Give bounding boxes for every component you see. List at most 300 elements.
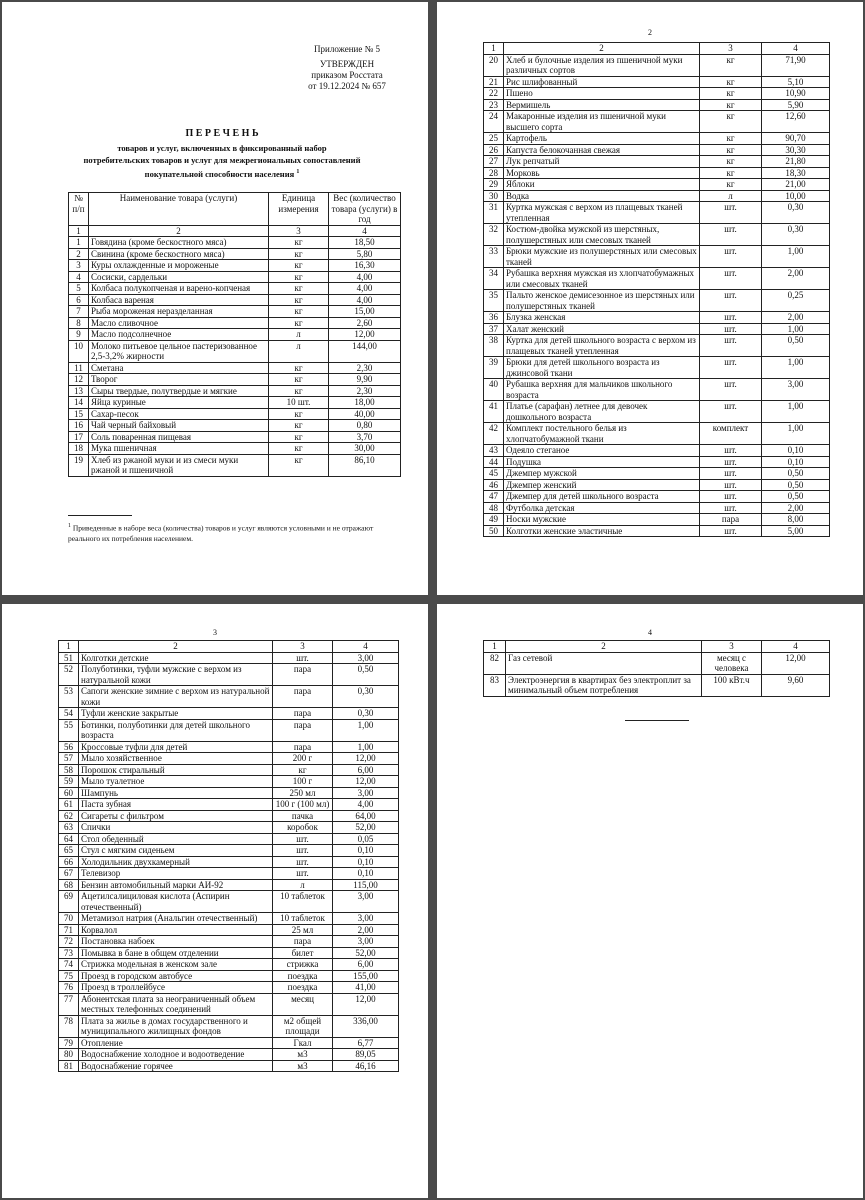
item-weight: 41,00 (333, 982, 399, 994)
table-row (59, 776, 399, 788)
row-number: 33 (484, 246, 504, 268)
table-row (59, 810, 399, 822)
row-number: 72 (59, 936, 79, 948)
item-unit: л (269, 329, 329, 341)
row-number: 10 (69, 340, 89, 362)
item-unit: кг (269, 237, 329, 249)
item-weight: 6,00 (333, 764, 399, 776)
table-row (69, 306, 401, 318)
table-row (69, 248, 401, 260)
item-unit: месяц с человека (702, 652, 762, 674)
item-unit: кг (269, 443, 329, 455)
table-row (59, 708, 399, 720)
row-number: 68 (59, 879, 79, 891)
item-unit: кг (269, 420, 329, 432)
item-name: Свинина (кроме бескостного мяса) (89, 248, 269, 260)
table-row (69, 420, 401, 432)
item-unit: л (269, 340, 329, 362)
column-number: 4 (762, 43, 830, 55)
item-weight: 5,00 (762, 525, 830, 537)
item-name: Бензин автомобильный марки АИ-92 (79, 879, 273, 891)
item-unit: шт. (700, 224, 762, 246)
row-number: 65 (59, 845, 79, 857)
item-unit: шт. (700, 357, 762, 379)
table-row (59, 868, 399, 880)
item-unit: билет (273, 947, 333, 959)
page-number: 3 (213, 628, 217, 637)
item-weight: 1,00 (333, 741, 399, 753)
item-unit: шт. (273, 845, 333, 857)
item-unit: 100 г (100 мл) (273, 799, 333, 811)
item-weight: 18,30 (762, 167, 830, 179)
item-weight: 30,30 (762, 144, 830, 156)
item-unit: кг (269, 385, 329, 397)
item-name: Плата за жилье в домах государственного и муниципального жилищных фондов (79, 1015, 273, 1037)
item-unit: шт. (700, 290, 762, 312)
item-weight: 1,00 (762, 423, 830, 445)
item-name: Сосиски, сардельки (89, 271, 269, 283)
item-weight: 0,50 (333, 664, 399, 686)
row-number: 77 (59, 993, 79, 1015)
table-row (69, 454, 401, 476)
item-unit: пара (273, 686, 333, 708)
item-unit: 10 таблеток (273, 891, 333, 913)
table-row (69, 271, 401, 283)
row-number: 7 (69, 306, 89, 318)
item-name: Носки мужские (504, 514, 700, 526)
item-unit: пара (700, 514, 762, 526)
item-weight: 0,25 (762, 290, 830, 312)
column-number: 2 (506, 641, 702, 653)
table-row (59, 652, 399, 664)
item-weight: 0,10 (333, 868, 399, 880)
item-weight: 3,70 (329, 431, 401, 443)
column-number: 3 (702, 641, 762, 653)
table-row (59, 1037, 399, 1049)
subtitle-line-2: потребительских товаров и услуг для межрегиональных сопоставлений (83, 155, 361, 165)
table-row (484, 268, 830, 290)
item-unit: шт. (700, 479, 762, 491)
table-row (484, 312, 830, 324)
item-unit: кг (269, 260, 329, 272)
item-name: Мука пшеничная (89, 443, 269, 455)
item-name: Брюки для детей школьного возраста из джинсовой ткани (504, 357, 700, 379)
row-number: 17 (69, 431, 89, 443)
item-unit: пара (273, 708, 333, 720)
row-number: 38 (484, 335, 504, 357)
item-unit: шт. (700, 246, 762, 268)
item-unit: комплект (700, 423, 762, 445)
item-weight: 10,00 (762, 190, 830, 202)
table-row (484, 144, 830, 156)
row-number: 12 (69, 374, 89, 386)
item-name: Подушка (504, 456, 700, 468)
row-number: 9 (69, 329, 89, 341)
item-unit: 100 г (273, 776, 333, 788)
table-row (484, 76, 830, 88)
table-row (59, 879, 399, 891)
item-name: Мыло туалетное (79, 776, 273, 788)
row-number: 69 (59, 891, 79, 913)
item-name: Масло подсолнечное (89, 329, 269, 341)
table-row (59, 787, 399, 799)
table-row (59, 970, 399, 982)
item-unit: шт. (700, 502, 762, 514)
item-unit: поездка (273, 982, 333, 994)
item-unit: шт. (700, 401, 762, 423)
table-row (59, 741, 399, 753)
item-unit: кг (700, 54, 762, 76)
item-unit: шт. (700, 491, 762, 503)
item-unit: кг (269, 374, 329, 386)
item-weight: 89,05 (333, 1049, 399, 1061)
item-name: Лук репчатый (504, 156, 700, 168)
table-row (69, 283, 401, 295)
row-number: 29 (484, 179, 504, 191)
row-number: 25 (484, 133, 504, 145)
row-number: 36 (484, 312, 504, 324)
document-page-1 (2, 2, 428, 595)
table-row (59, 924, 399, 936)
item-unit: поездка (273, 970, 333, 982)
item-unit: коробок (273, 822, 333, 834)
row-number: 15 (69, 408, 89, 420)
row-number: 22 (484, 88, 504, 100)
header-name: Наименование товара (услуги) (89, 193, 269, 226)
goods-table (68, 192, 401, 477)
item-unit: 100 кВт.ч (702, 674, 762, 696)
table-row (59, 822, 399, 834)
item-unit: м2 общей площади (273, 1015, 333, 1037)
row-number: 21 (484, 76, 504, 88)
row-number: 20 (484, 54, 504, 76)
item-name: Куртка мужская с верхом из плащевых тканей утепленная (504, 202, 700, 224)
item-weight: 1,00 (762, 246, 830, 268)
item-unit: шт. (273, 652, 333, 664)
item-weight: 3,00 (333, 891, 399, 913)
item-name: Платье (сарафан) летнее для девочек дошкольного возраста (504, 401, 700, 423)
item-unit: кг (269, 408, 329, 420)
item-name: Футболка детская (504, 502, 700, 514)
row-number: 74 (59, 959, 79, 971)
item-name: Чай черный байховый (89, 420, 269, 432)
item-name: Костюм-двойка мужской из шерстяных, полушерстяных или смесовых тканей (504, 224, 700, 246)
item-name: Рыба мороженая неразделанная (89, 306, 269, 318)
table-row (59, 753, 399, 765)
item-unit: пара (273, 936, 333, 948)
table-header-row (69, 193, 401, 226)
item-name: Вермишель (504, 99, 700, 111)
order-date: от 19.12.2024 № 657 (308, 81, 386, 91)
table-row (484, 423, 830, 445)
table-row (69, 260, 401, 272)
table-row (484, 179, 830, 191)
item-name: Стул с мягким сиденьем (79, 845, 273, 857)
table-row (59, 947, 399, 959)
row-number: 60 (59, 787, 79, 799)
item-name: Рубашка верхняя для мальчиков школьного возраста (504, 379, 700, 401)
item-weight: 21,80 (762, 156, 830, 168)
item-weight: 6,00 (333, 959, 399, 971)
item-weight: 10,90 (762, 88, 830, 100)
table-row (484, 502, 830, 514)
table-row (484, 99, 830, 111)
item-name: Сапоги женские зимние с верхом из натуральной кожи (79, 686, 273, 708)
item-name: Пшено (504, 88, 700, 100)
item-weight: 1,00 (333, 719, 399, 741)
row-number: 64 (59, 833, 79, 845)
table-row (69, 329, 401, 341)
item-weight: 0,10 (762, 456, 830, 468)
item-weight: 9,90 (329, 374, 401, 386)
item-name: Отопление (79, 1037, 273, 1049)
end-divider (625, 720, 689, 721)
item-unit: шт. (700, 525, 762, 537)
row-number: 42 (484, 423, 504, 445)
item-weight: 336,00 (333, 1015, 399, 1037)
item-name: Говядина (кроме бескостного мяса) (89, 237, 269, 249)
item-weight: 3,00 (333, 652, 399, 664)
item-unit: шт. (700, 456, 762, 468)
item-unit: шт. (700, 268, 762, 290)
item-name: Газ сетевой (506, 652, 702, 674)
item-unit: шт. (700, 202, 762, 224)
order-label: приказом Росстата (311, 70, 383, 80)
table-row (59, 764, 399, 776)
item-name: Телевизор (79, 868, 273, 880)
table-row (59, 913, 399, 925)
row-number: 37 (484, 323, 504, 335)
item-name: Абонентская плата за неограниченный объем местных телефонных соединений (79, 993, 273, 1015)
row-number: 34 (484, 268, 504, 290)
item-weight: 12,00 (333, 993, 399, 1015)
item-weight: 52,00 (333, 822, 399, 834)
table-row (59, 982, 399, 994)
item-name: Одеяло стеганое (504, 445, 700, 457)
table-row (59, 664, 399, 686)
table-row (69, 362, 401, 374)
item-unit: кг (700, 133, 762, 145)
item-unit: 25 мл (273, 924, 333, 936)
row-number: 32 (484, 224, 504, 246)
item-weight: 0,50 (762, 479, 830, 491)
item-unit: л (273, 879, 333, 891)
column-number: 1 (484, 641, 506, 653)
item-name: Халат женский (504, 323, 700, 335)
item-name: Яблоки (504, 179, 700, 191)
item-weight: 0,30 (762, 224, 830, 246)
row-number: 67 (59, 868, 79, 880)
item-name: Водоснабжение холодное и водоотведение (79, 1049, 273, 1061)
item-unit: 10 таблеток (273, 913, 333, 925)
item-weight: 5,90 (762, 99, 830, 111)
item-unit: кг (269, 431, 329, 443)
header-unit: Единица измерения (269, 193, 329, 226)
row-number: 5 (69, 283, 89, 295)
item-weight: 64,00 (333, 810, 399, 822)
item-unit: кг (273, 764, 333, 776)
item-name: Колбаса вареная (89, 294, 269, 306)
item-name: Комплект постельного белья из хлопчатобумажной ткани (504, 423, 700, 445)
item-unit: 10 шт. (269, 397, 329, 409)
item-unit: кг (269, 248, 329, 260)
item-weight: 9,60 (762, 674, 830, 696)
row-number: 59 (59, 776, 79, 788)
item-unit: кг (700, 99, 762, 111)
row-number: 76 (59, 982, 79, 994)
table-row (69, 431, 401, 443)
item-weight: 0,10 (333, 856, 399, 868)
table-row (484, 111, 830, 133)
row-number: 52 (59, 664, 79, 686)
item-unit: шт. (700, 468, 762, 480)
item-weight: 0,10 (333, 845, 399, 857)
item-name: Шампунь (79, 787, 273, 799)
item-weight: 40,00 (329, 408, 401, 420)
item-weight: 12,60 (762, 111, 830, 133)
row-number: 83 (484, 674, 506, 696)
item-weight: 0,50 (762, 335, 830, 357)
item-name: Куртка для детей школьного возраста с верхом из плащевых тканей утепленная (504, 335, 700, 357)
table-row (69, 237, 401, 249)
table-row (59, 959, 399, 971)
table-row (59, 799, 399, 811)
row-number: 35 (484, 290, 504, 312)
row-number: 45 (484, 468, 504, 480)
item-unit: кг (269, 306, 329, 318)
item-name: Спички (79, 822, 273, 834)
table-row (484, 202, 830, 224)
row-number: 46 (484, 479, 504, 491)
item-weight: 2,00 (762, 502, 830, 514)
item-unit: кг (269, 317, 329, 329)
item-weight: 12,00 (333, 776, 399, 788)
row-number: 61 (59, 799, 79, 811)
row-number: 78 (59, 1015, 79, 1037)
table-row (484, 445, 830, 457)
row-number: 1 (69, 237, 89, 249)
item-name: Порошок стиральный (79, 764, 273, 776)
item-weight: 0,30 (333, 708, 399, 720)
item-unit: пачка (273, 810, 333, 822)
row-number: 14 (69, 397, 89, 409)
item-name: Брюки мужские из полушерстяных или смесовых тканей (504, 246, 700, 268)
item-name: Макаронные изделия из пшеничной муки высшего сорта (504, 111, 700, 133)
item-name: Капуста белокочанная свежая (504, 144, 700, 156)
document-page-3 (2, 604, 428, 1198)
item-weight: 2,00 (762, 312, 830, 324)
item-name: Творог (89, 374, 269, 386)
item-weight: 5,10 (762, 76, 830, 88)
item-name: Джемпер для детей школьного возраста (504, 491, 700, 503)
item-name: Туфли женские закрытые (79, 708, 273, 720)
column-number: 1 (69, 225, 89, 237)
table-row (484, 401, 830, 423)
item-weight: 3,00 (762, 379, 830, 401)
item-name: Куры охлажденные и мороженые (89, 260, 269, 272)
item-weight: 4,00 (333, 799, 399, 811)
item-unit: месяц (273, 993, 333, 1015)
item-name: Джемпер женский (504, 479, 700, 491)
item-name: Рис шлифованный (504, 76, 700, 88)
item-weight: 90,70 (762, 133, 830, 145)
item-weight: 3,00 (333, 787, 399, 799)
row-number: 4 (69, 271, 89, 283)
goods-table (58, 640, 399, 1072)
item-weight: 0,50 (762, 491, 830, 503)
item-weight: 6,77 (333, 1037, 399, 1049)
item-weight: 2,60 (329, 317, 401, 329)
row-number: 24 (484, 111, 504, 133)
item-name: Яйца куриные (89, 397, 269, 409)
row-number: 81 (59, 1060, 79, 1072)
table-row (59, 856, 399, 868)
table-row (59, 1060, 399, 1072)
footnote-divider (68, 515, 132, 516)
table-row (69, 385, 401, 397)
item-name: Хлеб из ржаной муки и из смеси муки ржаной и пшеничной (89, 454, 269, 476)
item-weight: 0,05 (333, 833, 399, 845)
table-row (484, 246, 830, 268)
item-weight: 0,30 (333, 686, 399, 708)
item-unit: 200 г (273, 753, 333, 765)
item-name: Хлеб и булочные изделия из пшеничной муки различных сортов (504, 54, 700, 76)
item-name: Полуботинки, туфли мужские с верхом из натуральной кожи (79, 664, 273, 686)
row-number: 6 (69, 294, 89, 306)
row-number: 79 (59, 1037, 79, 1049)
item-name: Масло сливочное (89, 317, 269, 329)
item-unit: кг (700, 179, 762, 191)
item-unit: пара (273, 664, 333, 686)
item-name: Водоснабжение горячее (79, 1060, 273, 1072)
item-weight: 4,00 (329, 294, 401, 306)
table-row (69, 340, 401, 362)
row-number: 19 (69, 454, 89, 476)
item-name: Сметана (89, 362, 269, 374)
row-number: 57 (59, 753, 79, 765)
item-name: Проезд в городском автобусе (79, 970, 273, 982)
table-row (59, 1015, 399, 1037)
row-number: 73 (59, 947, 79, 959)
item-unit: кг (700, 167, 762, 179)
item-name: Морковь (504, 167, 700, 179)
row-number: 2 (69, 248, 89, 260)
item-weight: 86,10 (329, 454, 401, 476)
item-weight: 2,30 (329, 362, 401, 374)
table-row (484, 54, 830, 76)
item-name: Стрижка модельная в женском зале (79, 959, 273, 971)
table-row (59, 833, 399, 845)
row-number: 56 (59, 741, 79, 753)
table-row (484, 379, 830, 401)
item-weight: 1,00 (762, 323, 830, 335)
item-weight: 18,00 (329, 397, 401, 409)
item-weight: 0,30 (762, 202, 830, 224)
row-number: 30 (484, 190, 504, 202)
item-weight: 30,00 (329, 443, 401, 455)
item-weight: 155,00 (333, 970, 399, 982)
goods-table (483, 640, 830, 697)
row-number: 63 (59, 822, 79, 834)
item-name: Колбаса полукопченая и варено-копченая (89, 283, 269, 295)
row-number: 58 (59, 764, 79, 776)
goods-table (483, 42, 830, 537)
table-row (69, 397, 401, 409)
row-number: 70 (59, 913, 79, 925)
table-row (484, 514, 830, 526)
item-name: Водка (504, 190, 700, 202)
table-row (484, 479, 830, 491)
